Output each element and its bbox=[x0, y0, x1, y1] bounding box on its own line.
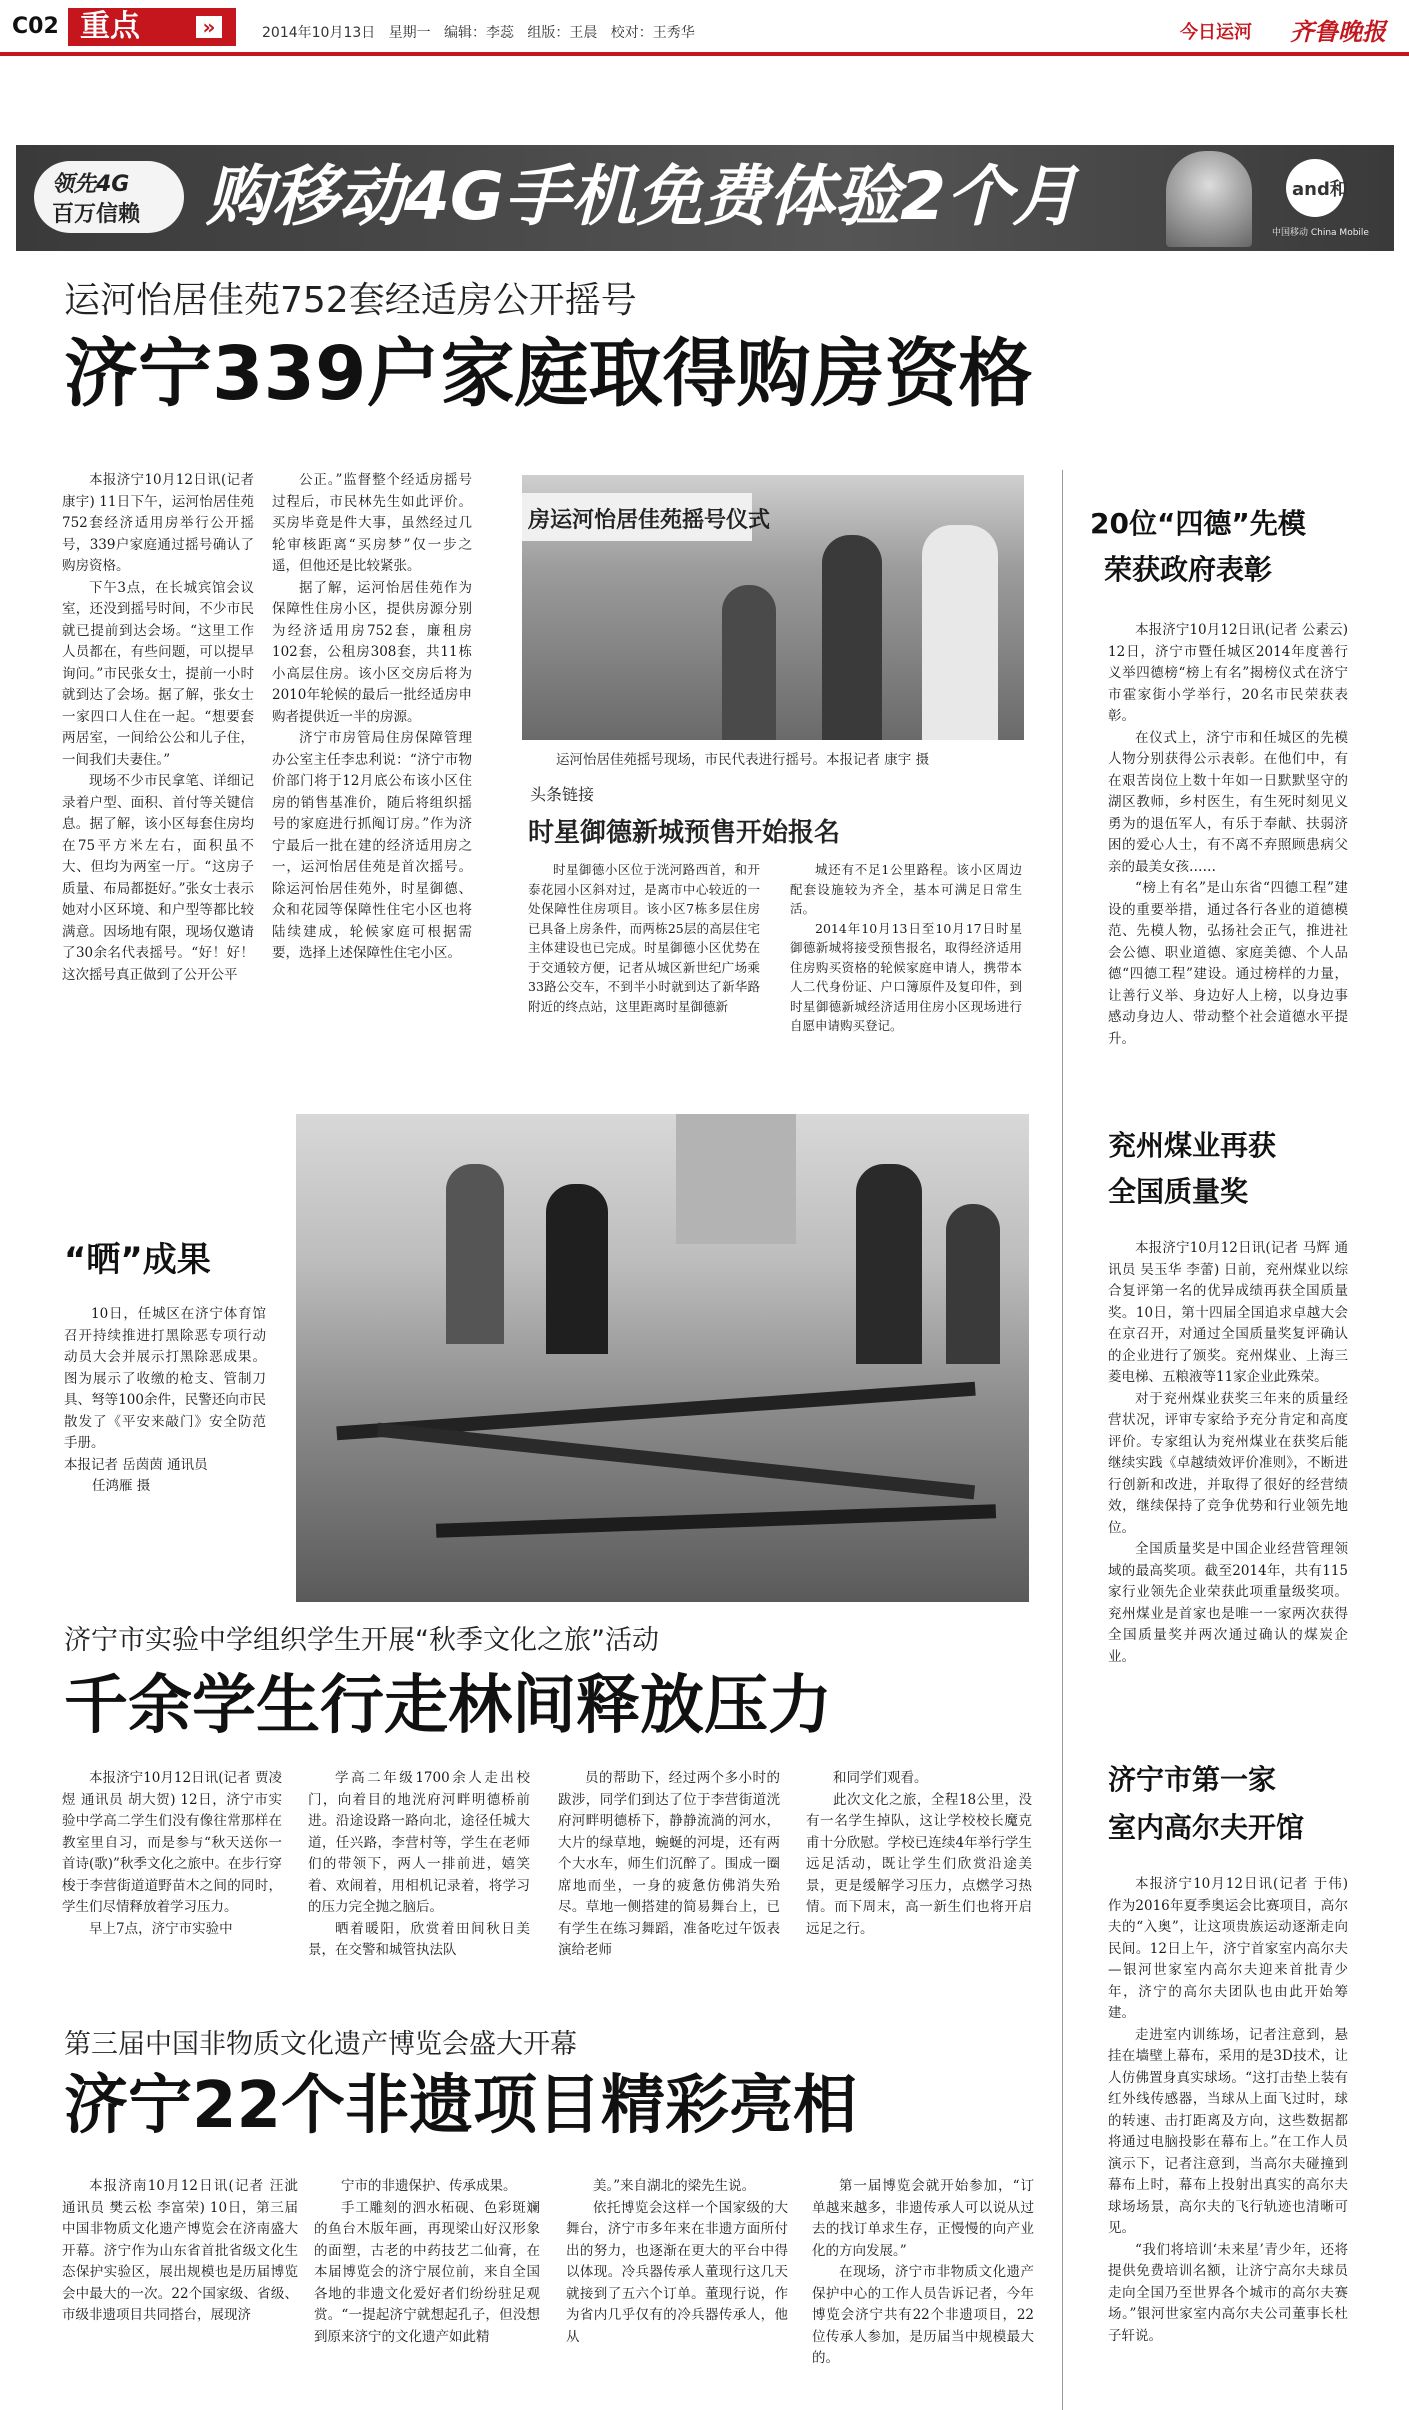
article-paragraph: 时星御德小区位于洸河路西首，和开泰花园小区斜对过，是离市中心较近的一处保障性住房项目。该小区7栋多层住房已具备上房条件，而两栋25层的高层住宅主体建设也已完成。时星御德小区优势在于交通较方便，记者从城区新世纪广场乘33路公交车，不到半小时就到达了新华路附近的终点站，这里距离时星御德新 bbox=[528, 862, 760, 1014]
photo2-title: “晒”成果 bbox=[64, 1240, 211, 1280]
article-paragraph: 本报济宁10月12日讯(记者 康宇) 11日下午，运河怡居佳苑752套经济适用房举行公开摇号，339户家庭通过摇号确认了购房资格。 bbox=[62, 472, 254, 574]
article-paragraph: 现场不少市民拿笔、详细记录着户型、面积、首付等关键信息。据了解，该小区每套住房均在75平方米左右，面积虽不大、但均为两室一厅。“这房子质量、布局都挺好。”张女士表示她对小区环境、和户型等都比较满意。因场地有限，现场仅邀请了30余名代表摇号。“好！好！这次摇号真正做到了公开公平 bbox=[62, 773, 254, 983]
link-tag: 头条链接 bbox=[530, 785, 595, 804]
article-paragraph: 济宁市房管局住房保障管理办公室主任李忠利说：“济宁市物价部门将于12月底公布该小区住房的销售基准价，随后将组织摇号的家庭进行抓阄订房。”作为济宁最后一批在建的经济适用房之一，运河怡居佳苑是首次摇号。除运河怡居佳苑外，时星御德、众和花园等保障性住宅小区也将陆续建成，轮候家庭可根据需要，选择上述保障性住宅小区。 bbox=[272, 730, 472, 961]
article-paragraph: 员的帮助下，经过两个多小时的跋涉，同学们到达了位于李营街道洸府河畔明德桥下，静静流淌的河水，大片的绿草地，蜿蜒的河堤，还有两个大水车，师生们沉醉了。围成一圈席地而坐，一身的疲惫仿佛消失殆尽。草地一侧搭建的简易舞台上，已有学生在练习舞蹈，准备吃过午饭表演给老师 bbox=[558, 1770, 780, 1958]
article1-column-2 bbox=[272, 470, 472, 1030]
article-paragraph: “榜上有名”是山东省“四德工程”建设的重要举措，通过各行各业的道德模范、先模人物，弘扬社会正气，推进社会公德、职业道德、家庭美德、个人品德“四德工程”建设。通过榜样的力量，让善行义举、身边好人上榜，以身边事感动身边人、带动整个社会道德水平提升。 bbox=[1108, 880, 1348, 1047]
sidebar3-body bbox=[1108, 1874, 1348, 2368]
article4-column-4 bbox=[812, 2176, 1034, 2376]
article3-column-3 bbox=[558, 1768, 780, 2014]
ad-avatar bbox=[1166, 151, 1252, 247]
article-paragraph: 本报济宁10月12日讯(记者 公素云) 12日，济宁市暨任城区2014年度善行义举四德榜“榜上有名”揭榜仪式在济宁市霍家街小学举行，20名市民荣获表彰。 bbox=[1108, 622, 1348, 724]
article-paragraph: 此次文化之旅，全程18公里，没有一名学生掉队，这让学校校长魔克甫十分欣慰。学校已连续4年举行学生远足活动，既让学生们欣赏沿途美景，更是缓解学习压力，点燃学习热情。而下周末，高一新生们也将开启远足之行。 bbox=[806, 1791, 1032, 1937]
article3-kicker: 济宁市实验中学组织学生开展“秋季文化之旅”活动 bbox=[64, 1625, 659, 1656]
issue-weekday: 星期一 bbox=[388, 25, 431, 41]
article1-headline: 济宁339户家庭取得购房资格 bbox=[64, 331, 1033, 417]
paper-name: 齐鲁晚报 bbox=[1290, 17, 1386, 46]
article-paragraph: “我们将培训‘未来星’青少年，还将提供免费培训名额，让济宁高尔夫球员走向全国乃至世界各个城市的高尔夫赛场。”银河世家室内高尔夫公司董事长杜子轩说。 bbox=[1108, 2241, 1348, 2344]
photo2-credit: 任鸿雁 摄 bbox=[92, 1478, 151, 1494]
article-paragraph: 早上7点，济宁市实验中 bbox=[89, 1920, 233, 1937]
link-title: 时星御德新城预售开始报名 bbox=[528, 818, 841, 848]
article4-headline: 济宁22个非遗项目精彩亮相 bbox=[64, 2069, 858, 2143]
issue-info bbox=[262, 22, 695, 42]
article-paragraph: 第一届博览会就开始参加，“订单越来越多，非遗传承人可以说从过去的找订单求生存，正慢慢的向产业化的方向发展。” bbox=[812, 2178, 1034, 2259]
article4-column-3 bbox=[566, 2176, 788, 2376]
photo2-caption bbox=[64, 1304, 266, 1504]
person-silhouette bbox=[946, 1204, 1000, 1364]
sidebar1-title-line2: 荣获政府表彰 bbox=[1104, 553, 1273, 586]
sidebar2-body bbox=[1108, 1238, 1348, 1730]
column-name: 今日运河 bbox=[1180, 22, 1252, 43]
photo-caption: 运河怡居佳苑摇号现场，市民代表进行摇号。本报记者 康宇 摄 bbox=[556, 752, 930, 768]
sidebar3-title-line1: 济宁市第一家 bbox=[1108, 1763, 1277, 1796]
weapon-row bbox=[377, 1423, 975, 1500]
weapons-photo bbox=[296, 1114, 1029, 1602]
double-chevron-icon: » bbox=[196, 16, 222, 38]
article-paragraph: 依托博览会这样一个国家级的大舞台，济宁市多年来在非遗方面所付出的努力，也逐渐在更大的平台中得以体现。冷兵器传承人董现行这几天就接到了五六个订单。董现行说，作为省内几乎仅有的冷兵器传承人，他从 bbox=[566, 2199, 788, 2345]
sidebar2-title-line1: 兖州煤业再获 bbox=[1108, 1129, 1277, 1162]
link-column-2 bbox=[790, 860, 1022, 1036]
ad-brand: and和 bbox=[1292, 179, 1348, 200]
lottery-photo bbox=[522, 475, 1024, 740]
sidebar1-body bbox=[1108, 620, 1348, 1125]
person-silhouette bbox=[446, 1164, 504, 1344]
article-paragraph: 美。”来自湖北的梁先生说。 bbox=[593, 2178, 756, 2194]
article3-column-1 bbox=[62, 1768, 282, 2014]
article3-column-4 bbox=[806, 1768, 1032, 2014]
article-paragraph: 公正。”监督整个经适房摇号过程后，市民林先生如此评价。买房毕竟是件大事，虽然经过几轮审核距离“买房梦”仅一步之遥，但他还是比较紧张。 bbox=[272, 472, 472, 574]
article-paragraph: 城还有不足1公里路程。该小区周边配套设施较为齐全，基本可满足日常生活。 bbox=[790, 862, 1022, 916]
sidebar1-title-line1: 20位“四德”先模 bbox=[1090, 507, 1306, 540]
weapon-row bbox=[436, 1504, 996, 1538]
article1-column-1 bbox=[62, 470, 254, 1030]
article-paragraph: 手工雕刻的泗水柘砚、色彩斑斓的鱼台木版年画，再现梁山好汉形象的面塑，古老的中药技艺二仙膏，在本届博览会的济宁展位前，来自全国各地的非遗文化爱好者们纷纷驻足观赏。“一提起济宁就想起孔子，但没想到原来济宁的文化遗产如此精 bbox=[314, 2199, 540, 2345]
ad-badge-bottom: 百万信赖 bbox=[52, 202, 141, 227]
ad-brand-sub: 中国移动 China Mobile bbox=[1272, 228, 1369, 238]
link-column-1 bbox=[528, 860, 760, 1036]
article-paragraph: 宁市的非遗保护、传承成果。 bbox=[341, 2178, 517, 2194]
article-paragraph: 晒着暖阳，欣赏着田间秋日美景，在交警和城管执法队 bbox=[308, 1920, 530, 1958]
photo-banner-text: 房运河怡居佳苑摇号仪式 bbox=[528, 508, 771, 533]
header-rule bbox=[0, 52, 1409, 56]
article-paragraph: 对于兖州煤业获奖三年来的质量经营状况，评审专家给予充分肯定和高度评价。专家组认为兖州煤业在获奖后能继续实践《卓越绩效评价准则》，不断进行创新和改进，并取得了很好的经营绩效，继续保持了竞争优势和行业领先地位。 bbox=[1108, 1390, 1348, 1536]
article3-headline: 千余学生行走林间释放压力 bbox=[64, 1669, 832, 1743]
article-paragraph: 全国质量奖是中国企业经营管理领域的最高奖项。截至2014年，共有115家行业领先企业荣获此项重量级奖项。兖州煤业是首家也是唯一一家两次获得全国质量奖并两次通过确认的煤炭企业。 bbox=[1108, 1541, 1348, 1665]
sidebar2-title-line2: 全国质量奖 bbox=[1108, 1175, 1249, 1208]
article-paragraph: 本报济宁10月12日讯(记者 于伟) 作为2016年夏季奥运会比赛项目，高尔夫的“入奥”，让这项贵族运动逐渐走向民间。12日上午，济宁首家室内高尔夫—银河世家室内高尔夫迎来首批青少年，济宁的高尔夫团队也由此开始筹建。 bbox=[1108, 1876, 1348, 2021]
article-paragraph: 据了解，运河怡居佳苑作为保障性住房小区，提供房源分别为经济适用房752套，廉租房102套，公租房308套，共11栋小高层住房。该小区交房后将为2010年轮候的最后一批经适房申购者提供近一半的房源。 bbox=[272, 579, 472, 725]
page-number: C02 bbox=[12, 14, 59, 39]
layout-credit: 组版：王晨 bbox=[527, 25, 598, 41]
article-paragraph: 和同学们观看。 bbox=[833, 1770, 928, 1786]
proof-credit: 校对：王秀华 bbox=[610, 25, 695, 41]
person-silhouette bbox=[856, 1164, 922, 1364]
column-divider bbox=[1062, 470, 1063, 2410]
article-paragraph: 在现场，济宁市非物质文化遗产保护中心的工作人员告诉记者，今年博览会济宁共有22个非遗项目，22位传承人参加，是历届当中规模最大的。 bbox=[812, 2264, 1034, 2366]
page-header bbox=[0, 0, 1409, 52]
ad-banner[interactable] bbox=[16, 145, 1394, 251]
section-title: 重点 bbox=[80, 9, 140, 44]
article4-kicker: 第三届中国非物质文化遗产博览会盛大开幕 bbox=[64, 2029, 577, 2060]
person-silhouette bbox=[722, 585, 776, 740]
person-silhouette bbox=[822, 535, 882, 740]
article-paragraph: 10日，任城区在济宁体育馆召开持续推进打黑除恶专项行动动员大会并展示打黑除恶成果。图为展示了收缴的枪支、管制刀具、弩等100余件，民警还向市民散发了《平安来敲门》安全防范手册。 bbox=[64, 1306, 266, 1451]
article-paragraph: 本报济南10月12日讯(记者 汪泚 通讯员 樊云松 李富荣) 10日，第三届中国非物质文化遗产博览会在济南盛大开幕。济宁作为山东省首批省级文化生态保护实验区，展出规模也是历届博览会中最大的一次。22个国家级、省级、市级非遗项目共同搭台，展现济 bbox=[62, 2178, 298, 2323]
article4-column-2 bbox=[314, 2176, 540, 2376]
ad-slogan: 购移动4G手机免费体验2个月 bbox=[206, 158, 1079, 235]
article-paragraph: 本报济宁10月12日讯(记者 贾凌煜 通讯员 胡大贺) 12日，济宁市实验中学高二学生们没有像往常那样在教室里自习，而是参与“秋天送你一首诗(歌)”秋季文化之旅中。在步行穿梭于李营街道道野苗木之间的同时，学生们尽情释放着学习压力。 bbox=[62, 1770, 282, 1915]
article-paragraph: 本报济宁10月12日讯(记者 马辉 通讯员 吴玉华 李蕾) 日前，兖州煤业以综合复评第一名的优异成绩再获全国质量奖。10日，第十四届全国追求卓越大会在京召开，对通过全国质量奖复评确认的企业进行了颁奖。兖州煤业、上海三菱电梯、五粮液等11家企业此殊荣。 bbox=[1108, 1240, 1348, 1385]
article-paragraph: 下午3点，在长城宾馆会议室，还没到摇号时间，不少市民就已提前到达会场。“这里工作人员都在，有些问题，可以提早询问。”市民张女士，提前一小时就到达了会场。据了解，张女士一家四口人住在一起。“想要套两居室，一间给公公和儿子住，一间我们夫妻住。” bbox=[62, 579, 254, 768]
building-silhouette bbox=[676, 1114, 796, 1244]
person-silhouette bbox=[922, 525, 998, 740]
article4-column-1 bbox=[62, 2176, 298, 2376]
sidebar3-title-line2: 室内高尔夫开馆 bbox=[1108, 1811, 1305, 1844]
person-silhouette bbox=[546, 1184, 608, 1354]
editor-credit: 编辑：李蕊 bbox=[443, 25, 514, 41]
article3-column-2 bbox=[308, 1768, 530, 2014]
article-paragraph: 走进室内训练场，记者注意到，悬挂在墙壁上幕布，采用的是3D技术，让人仿佛置身真实球场。“这打击垫上装有红外线传感器，当球从上面飞过时，球的转速、击打距离及方向，这些数据都将通过电脑投影在幕布上。”在工作人员演示下，记者注意到，当高尔夫碰撞到幕布上时，幕布上投射出真实的高尔夫球场场景，高尔夫的飞行轨迹也清晰可见。 bbox=[1108, 2026, 1348, 2236]
article-paragraph: 学高二年级1700余人走出校门，向着目的地洸府河畔明德桥前进。沿途设路一路向北，途径任城大道，任兴路，李营村等，学生在老师们的带领下，两人一排前进，嬉笑着、欢闹着，用相机记录着，将学习的压力完全抛之脑后。 bbox=[308, 1770, 530, 1915]
article-paragraph: 2014年10月13日至10月17日时星御德新城将接受预售报名，取得经济适用住房购买资格的轮候家庭申请人，携带本人二代身份证、户口簿原件及复印件，到时星御德新城经济适用住房小区现场进行自愿申请购买登记。 bbox=[790, 920, 1022, 1033]
issue-date: 2014年10月13日 bbox=[262, 25, 376, 41]
photo2-credit: 本报记者 岳茵茵 通讯员 bbox=[64, 1456, 208, 1473]
article1-kicker: 运河怡居佳苑752套经适房公开摇号 bbox=[64, 280, 637, 321]
article-paragraph: 在仪式上，济宁市和任城区的先模人物分别获得公示表彰。在他们中，有在艰苦岗位上数十年如一日默默坚守的湖区教师，乡村医生，有生死时刻见义勇为的退伍军人，有乐于奉献、扶弱济困的爱心人士，有不离不弃照顾患病父亲的最美女孩…… bbox=[1108, 729, 1348, 875]
ad-badge-top: 领先4G bbox=[52, 172, 130, 197]
